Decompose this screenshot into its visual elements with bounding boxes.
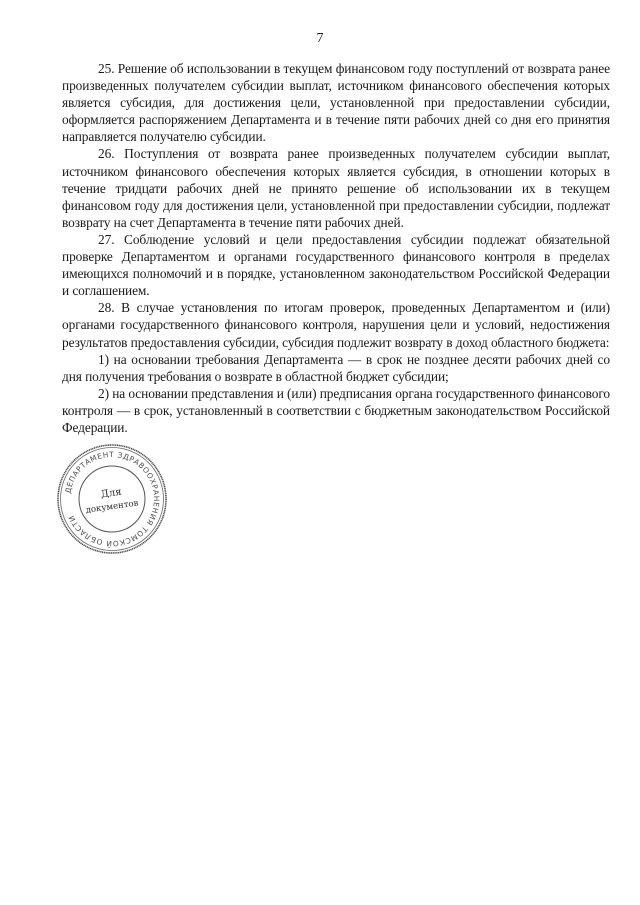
stamp-ring-text: ДЕПАРТАМЕНТ ЗДРАВООХРАНЕНИЯ ТОМСКОЙ ОБЛАСТИ xyxy=(63,449,162,549)
stamp-center-line-1: Для xyxy=(100,486,123,501)
paragraph-25: 25. Решение об использовании в текущем финансовом году поступлений от возврата ранее произведенных получателем субсидии выплат, источником финансового обеспечения которых является субсидия, для достижения цели, установленной при предоставлении субсидии, оформляется распоряжением Департамента и в течение пяти рабочих дней со дня его принятия направляется получателю субсидии. xyxy=(62,61,610,145)
paragraph-28-item-1: 1) на основании требования Департамента — в срок не позднее десяти рабочих дней со дня получения требования о возврате в областной бюджет субсидии; xyxy=(62,351,610,384)
paragraph-26: 26. Поступления от возврата ранее произведенных получателем субсидии выплат, источником финансового обеспечения которых является субсидия, в отношении которых в течение тридцати рабочих дней не принято решение об использовании их в текущем финансовом году для достижения цели, установленной при предоставлении субсидии, подлежат возврату на счет Департамента в течение пяти рабочих дней. xyxy=(62,146,610,230)
page-number: 7 xyxy=(316,31,324,46)
paragraph-28-item-2: 2) на основании представления и (или) предписания органа государственного финансового контроля — в срок, установленный в соответствии с бюджетным законодательством Российской Федерации. xyxy=(62,385,610,435)
document-body xyxy=(62,60,610,436)
paragraph-27: 27. Соблюдение условий и цели предоставления субсидии подлежат обязательной проверке Департаментом и органами государственного финансового контроля в пределах имеющихся полномочий и в порядке, установленном законодательством Российской Федерации и соглашением. xyxy=(62,231,610,299)
paragraph-28: 28. В случае установления по итогам проверок, проведенных Департаментом и (или) органами государственного финансового контроля, нарушения цели и условий, недостижения результатов предоставления субсидии, субсидия подлежит возврату в доход областного бюджета: xyxy=(62,300,610,350)
svg-text:ДЕПАРТАМЕНТ ЗДРАВООХРАНЕНИЯ ТО xyxy=(63,450,161,548)
stamp-center-line-2: документов xyxy=(85,498,140,516)
department-stamp xyxy=(56,443,168,555)
